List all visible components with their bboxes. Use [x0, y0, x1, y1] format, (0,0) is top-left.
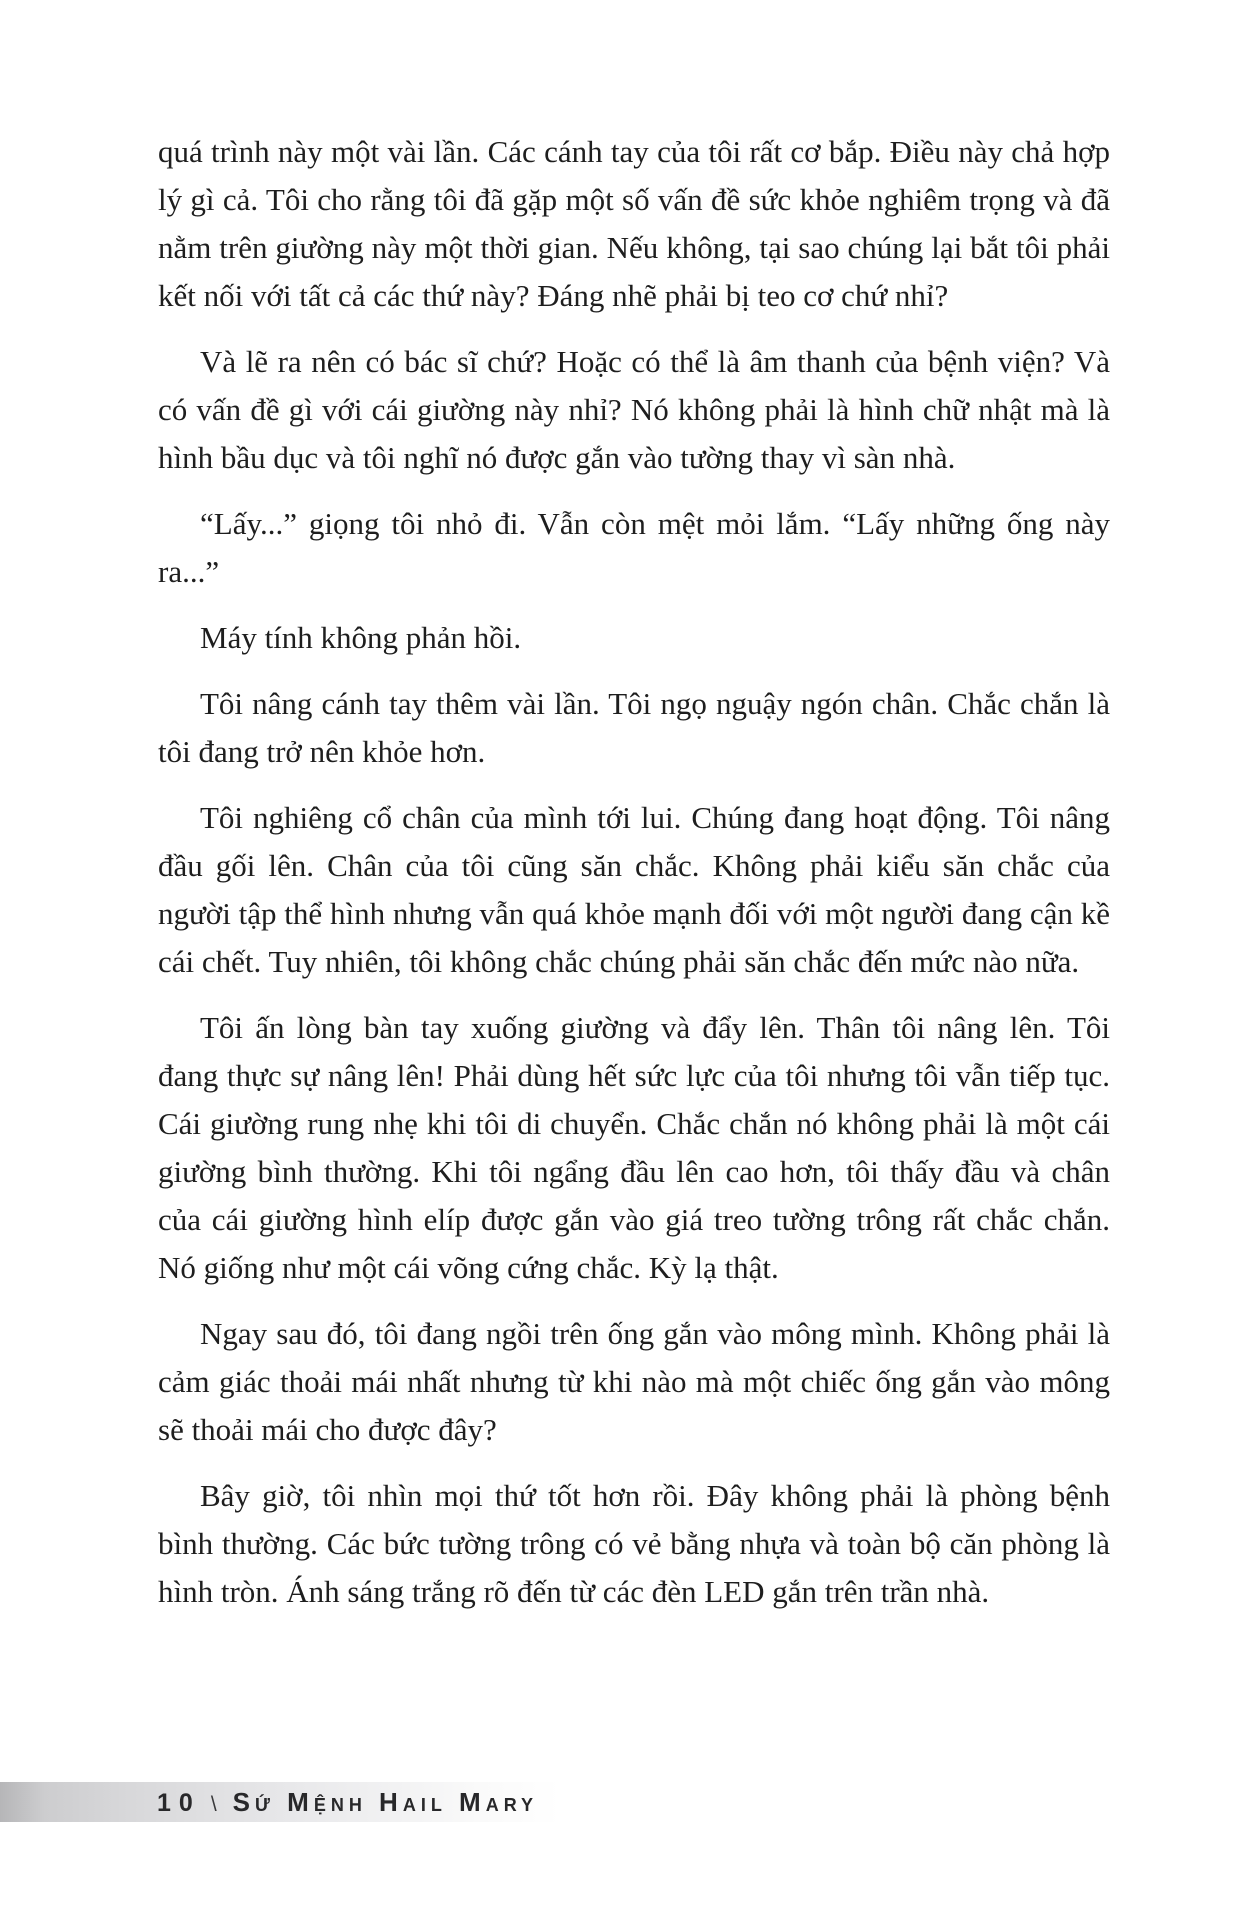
page-number: 10: [157, 1788, 201, 1817]
paragraph: quá trình này một vài lần. Các cánh tay của tôi rất cơ bắp. Điều này chả hợp lý gì cả. Tôi cho rằng tôi đã gặp một số vấn đề sức khỏe nghiêm trọng và đã nằm trên giường này một thời gian. Nếu không, tại sao chúng lại bắt tôi phải kết nối với tất cả các thứ này? Đáng nhẽ phải bị teo cơ chứ nhỉ?: [158, 134, 1110, 313]
paragraph: Tôi nâng cánh tay thêm vài lần. Tôi ngọ nguậy ngón chân. Chắc chắn là tôi đang trở nên khỏe hơn.: [158, 686, 1110, 769]
paragraph: Tôi ấn lòng bàn tay xuống giường và đẩy lên. Thân tôi nâng lên. Tôi đang thực sự nâng lên! Phải dùng hết sức lực của tôi nhưng tôi vẫn tiếp tục. Cái giường rung nhẹ khi tôi di chuyển. Chắc chắn nó không phải là một cái giường bình thường. Khi tôi ngẩng đầu lên cao hơn, tôi thấy đầu và chân của cái giường hình elíp được gắn vào giá treo tường trông rất chắc chắn. Nó giống như một cái võng cứng chắc. Kỳ lạ thật.: [158, 1010, 1110, 1285]
paragraph: Và lẽ ra nên có bác sĩ chứ? Hoặc có thể là âm thanh của bệnh viện? Và có vấn đề gì với cái giường này nhỉ? Nó không phải là hình chữ nhật mà là hình bầu dục và tôi nghĩ nó được gắn vào tường thay vì sàn nhà.: [158, 344, 1110, 475]
footer-line: [0, 1787, 538, 1818]
paragraph: “Lấy...” giọng tôi nhỏ đi. Vẫn còn mệt mỏi lắm. “Lấy những ống này ra...”: [158, 506, 1110, 589]
paragraph: Tôi nghiêng cổ chân của mình tới lui. Chúng đang hoạt động. Tôi nâng đầu gối lên. Chân của tôi cũng săn chắc. Không phải kiểu săn chắc của người tập thể hình nhưng vẫn quá khỏe mạnh đối với một người đang cận kề cái chết. Tuy nhiên, tôi không chắc chúng phải săn chắc đến mức nào nữa.: [158, 800, 1110, 979]
body-text: [158, 128, 1110, 1634]
paragraph: Ngay sau đó, tôi đang ngồi trên ống gắn vào mông mình. Không phải là cảm giác thoải mái nhất nhưng từ khi nào mà một chiếc ống gắn vào mông sẽ thoải mái cho được đây?: [158, 1316, 1110, 1447]
footer-bar: [0, 1782, 740, 1822]
paragraph: Máy tính không phản hồi.: [200, 620, 522, 655]
book-title: Sứ Mệnh Hail Mary: [232, 1786, 539, 1817]
footer-separator: \: [210, 1792, 217, 1816]
paragraph: Bây giờ, tôi nhìn mọi thứ tốt hơn rồi. Đây không phải là phòng bệnh bình thường. Các bức tường trông có vẻ bằng nhựa và toàn bộ căn phòng là hình tròn. Ánh sáng trắng rõ đến từ các đèn LED gắn trên trần nhà.: [158, 1478, 1110, 1609]
